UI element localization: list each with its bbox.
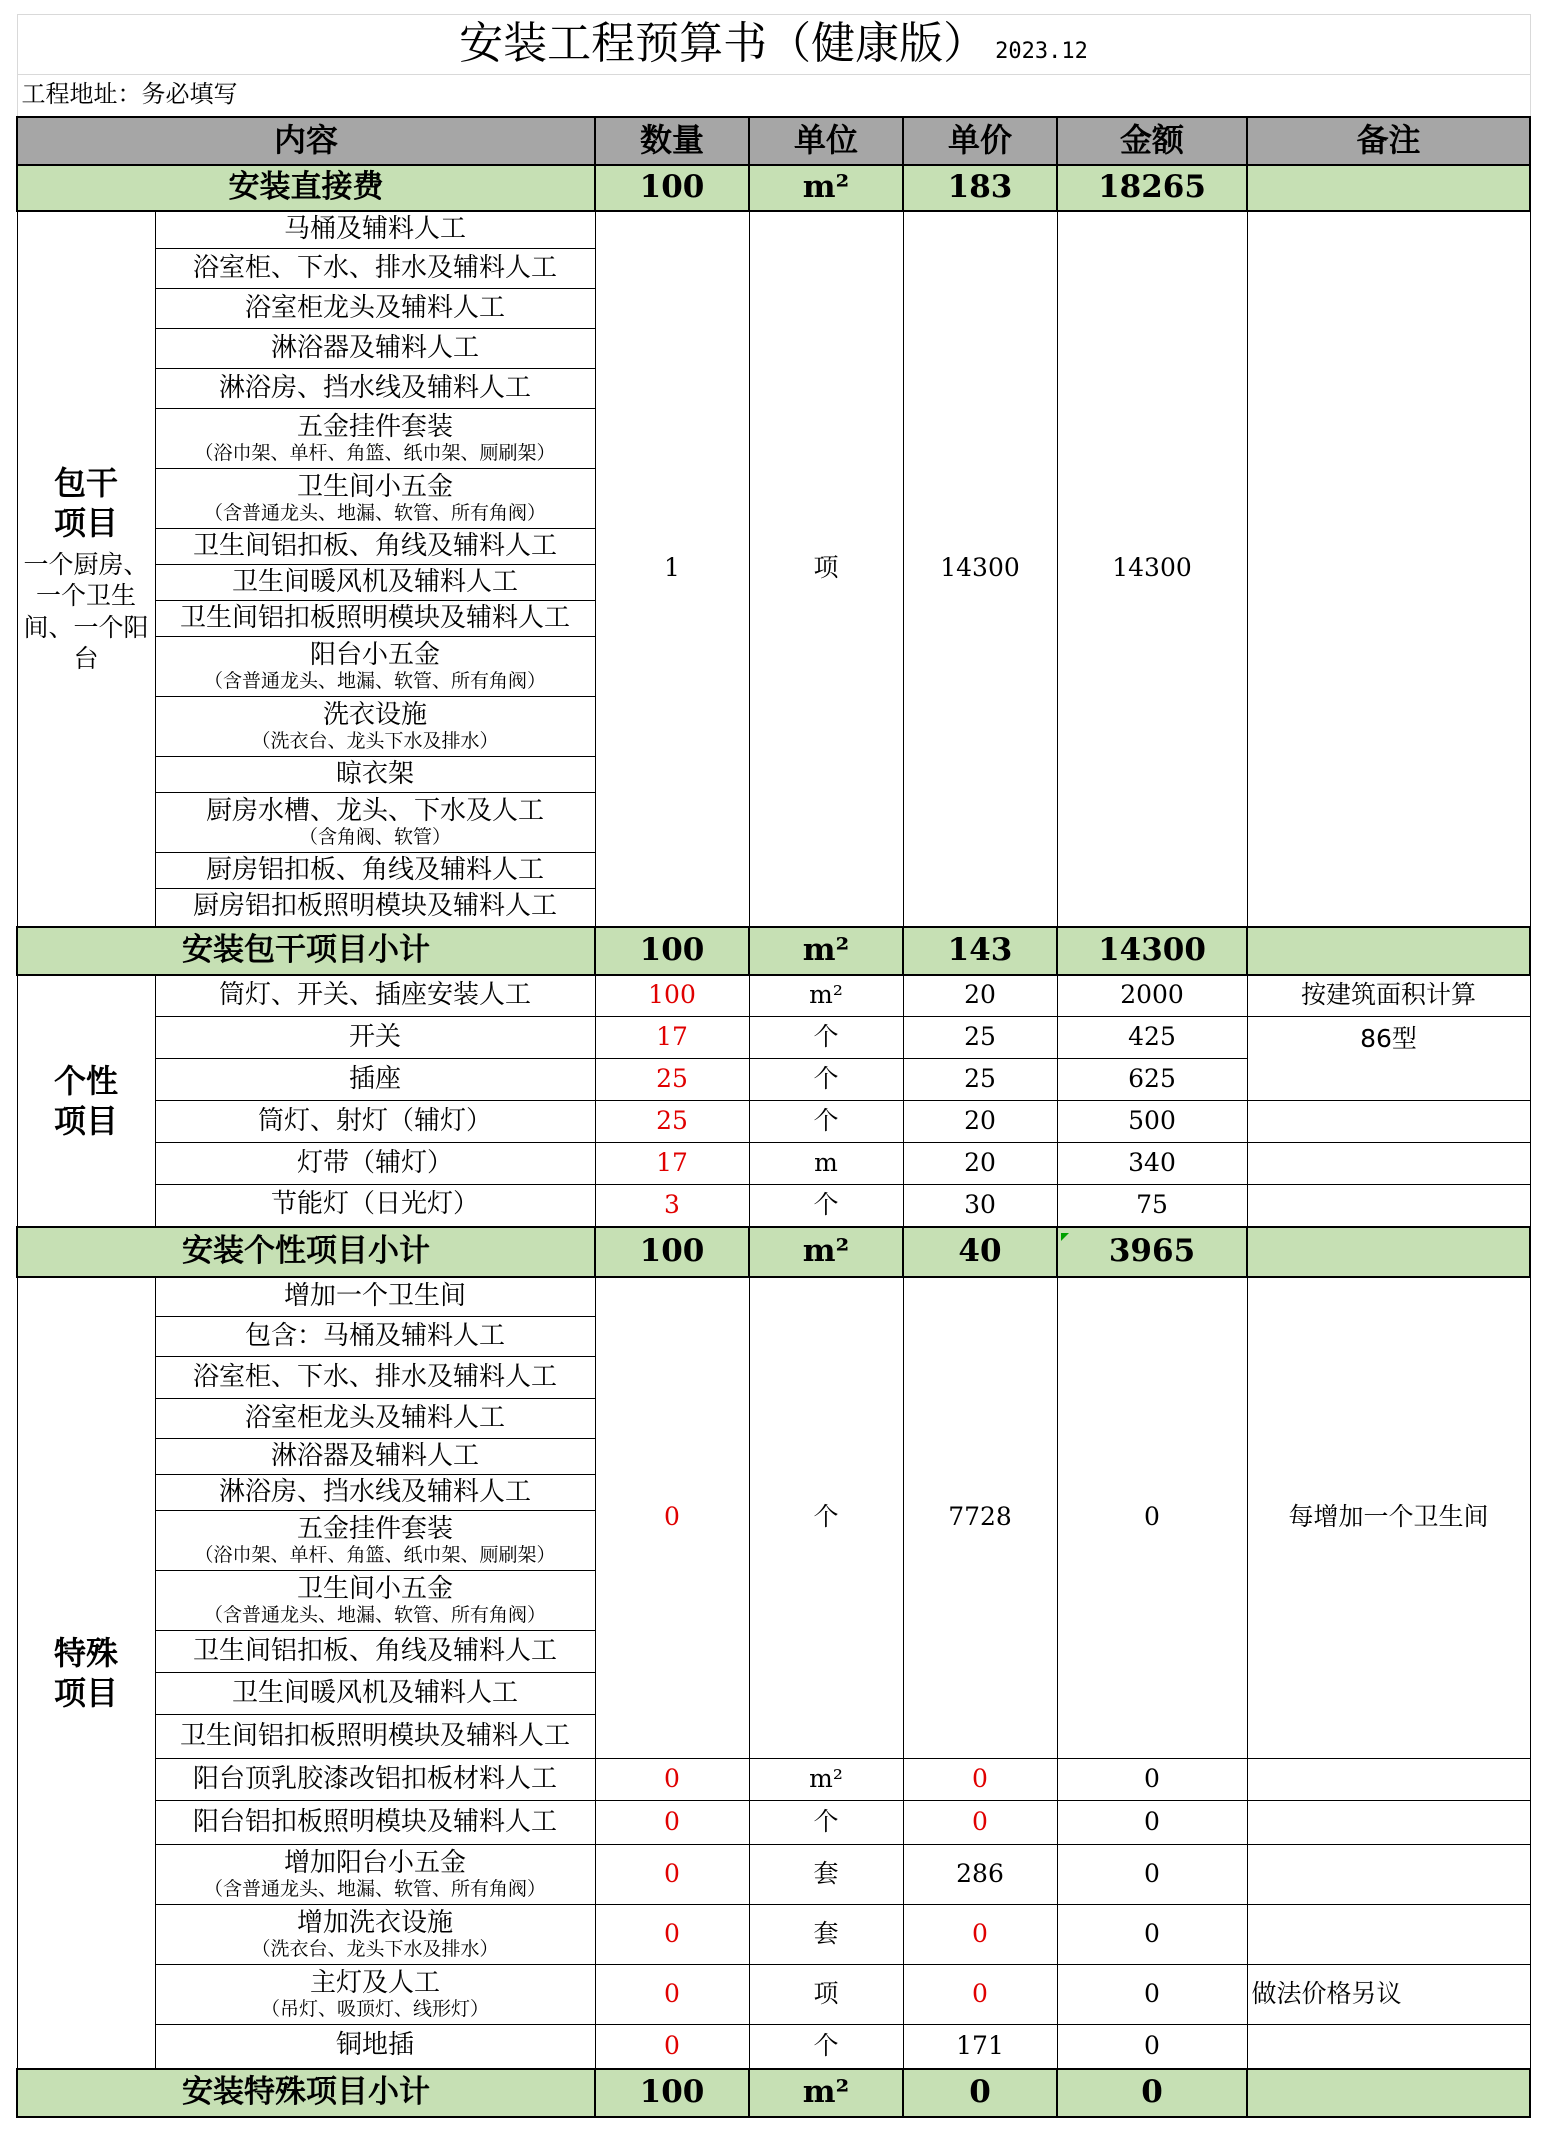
baogan-qty[interactable]: 1	[595, 211, 749, 927]
section-amount: 3965	[1057, 1227, 1247, 1277]
title-date: 2023.12	[995, 39, 1088, 65]
budget-table	[16, 14, 1531, 2118]
item-cell[interactable]	[155, 1905, 595, 1965]
item-cell[interactable]	[155, 601, 595, 637]
section-amount: 0	[1057, 2069, 1247, 2117]
item-name: 晾衣架	[335, 758, 414, 789]
section-unit: m²	[749, 165, 903, 211]
item-cell[interactable]	[155, 1357, 595, 1399]
item-cell[interactable]	[155, 1845, 595, 1905]
item-qty[interactable]: 0	[595, 2025, 749, 2069]
section-label: 安装直接费	[17, 165, 595, 211]
item-price[interactable]: 20	[903, 975, 1057, 1017]
teshu-item-row	[17, 1801, 1530, 1845]
item-cell[interactable]	[155, 565, 595, 601]
item-note[interactable]: 86型	[1247, 1017, 1530, 1101]
cell-comment-marker	[1061, 1233, 1069, 1241]
item-cell[interactable]: 开关	[155, 1017, 595, 1059]
group-description: 一个厨房、一个卫生间、一个阳台	[23, 550, 149, 673]
item-qty[interactable]: 17	[595, 1143, 749, 1185]
item-amount[interactable]: 0	[1057, 1905, 1247, 1965]
item-unit[interactable]: 项	[749, 1965, 903, 2025]
item-name: 增加阳台小五金	[283, 1848, 466, 1879]
item-note[interactable]	[1247, 1143, 1530, 1185]
item-note[interactable]	[1247, 1801, 1530, 1845]
item-cell[interactable]	[155, 1673, 595, 1715]
item-note[interactable]	[1247, 2025, 1530, 2069]
teshu-item-row	[17, 2025, 1530, 2069]
item-name: 卫生间暖风机及辅料人工	[231, 1677, 518, 1708]
item-unit[interactable]: 个	[749, 2025, 903, 2069]
item-price[interactable]: 0	[903, 1965, 1057, 2025]
header-price: 单价	[903, 117, 1057, 165]
item-price[interactable]: 0	[903, 1801, 1057, 1845]
item-name: 阳台顶乳胶漆改铝扣板材料人工	[192, 1763, 557, 1794]
item-name: 淋浴房、挡水线及辅料人工	[218, 372, 531, 403]
item-name: 阳台铝扣板照明模块及辅料人工	[192, 1806, 557, 1837]
item-unit[interactable]: 个	[749, 1017, 903, 1059]
item-name: 五金挂件套装	[296, 1514, 453, 1545]
item-cell[interactable]	[155, 529, 595, 565]
item-note[interactable]	[1247, 1759, 1530, 1801]
section-unit: m²	[749, 2069, 903, 2117]
item-note[interactable]: 做法价格另议	[1247, 1965, 1530, 2025]
item-price[interactable]: 25	[903, 1017, 1057, 1059]
item-cell[interactable]	[155, 249, 595, 289]
item-name: 浴室柜龙头及辅料人工	[244, 1402, 505, 1433]
baogan-group-label	[17, 211, 155, 927]
budget-sheet	[16, 14, 1529, 2144]
item-note[interactable]	[1247, 1845, 1530, 1905]
item-qty[interactable]: 0	[595, 1845, 749, 1905]
item-cell[interactable]	[155, 1511, 595, 1571]
teshu-group-label	[17, 1277, 155, 2069]
item-unit[interactable]: 个	[749, 1059, 903, 1101]
item-subnote: （洗衣台、龙头下水及排水）	[251, 1938, 499, 1960]
item-cell[interactable]	[155, 1965, 595, 2025]
section-qty: 100	[595, 1227, 749, 1277]
item-qty[interactable]: 0	[595, 1801, 749, 1845]
teshu-item-row	[17, 1905, 1530, 1965]
bath-note[interactable]: 每增加一个卫生间	[1247, 1277, 1530, 1759]
header-note: 备注	[1247, 117, 1530, 165]
item-name: 卫生间暖风机及辅料人工	[231, 566, 518, 597]
baogan-item-row	[17, 211, 1530, 249]
section-amount: 18265	[1057, 165, 1247, 211]
item-cell[interactable]	[155, 289, 595, 329]
item-subnote: （含普通龙头、地漏、软管、所有角阀）	[203, 670, 546, 692]
item-name: 浴室柜、下水、排水及辅料人工	[192, 1361, 557, 1392]
item-name: 增加一个卫生间	[283, 1280, 466, 1311]
header-row	[17, 117, 1530, 165]
item-name: 阳台小五金	[309, 640, 440, 671]
section-baogan_subtotal-row	[17, 927, 1530, 975]
item-price[interactable]: 30	[903, 1185, 1057, 1227]
group-title-line: 项目	[53, 504, 118, 542]
item-unit[interactable]: m	[749, 1143, 903, 1185]
item-name: 厨房水槽、龙头、下水及人工	[205, 796, 544, 827]
item-price[interactable]: 0	[903, 1759, 1057, 1801]
item-cell[interactable]	[155, 369, 595, 409]
section-qty: 100	[595, 165, 749, 211]
bath-amount[interactable]: 0	[1057, 1277, 1247, 1759]
section-note	[1247, 927, 1530, 975]
baogan-price[interactable]: 14300	[903, 211, 1057, 927]
item-qty[interactable]: 0	[595, 1905, 749, 1965]
section-label: 安装特殊项目小计	[17, 2069, 595, 2117]
item-cell[interactable]	[155, 1715, 595, 1759]
item-name: 马桶及辅料人工	[283, 213, 466, 244]
item-cell[interactable]	[155, 329, 595, 369]
page-title	[17, 15, 1530, 75]
item-cell[interactable]: 筒灯、射灯（辅灯）	[155, 1101, 595, 1143]
baogan-amount[interactable]: 14300	[1057, 211, 1247, 927]
item-unit[interactable]: 套	[749, 1845, 903, 1905]
item-name: 卫生间铝扣板照明模块及辅料人工	[179, 602, 570, 633]
item-cell[interactable]: 插座	[155, 1059, 595, 1101]
group-title-line: 包干	[53, 464, 118, 502]
section-price: 40	[903, 1227, 1057, 1277]
item-name: 淋浴房、挡水线及辅料人工	[218, 1476, 531, 1507]
item-amount[interactable]: 340	[1057, 1143, 1247, 1185]
item-name: 卫生间小五金	[296, 472, 453, 503]
item-note[interactable]: 按建筑面积计算	[1247, 975, 1530, 1017]
item-price[interactable]: 20	[903, 1101, 1057, 1143]
section-label: 安装包干项目小计	[17, 927, 595, 975]
item-name: 卫生间小五金	[296, 1574, 453, 1605]
gexing-item-row	[17, 1101, 1530, 1143]
item-qty[interactable]: 0	[595, 1965, 749, 2025]
item-amount[interactable]: 2000	[1057, 975, 1247, 1017]
item-cell[interactable]	[155, 853, 595, 889]
teshu-item-row	[17, 1965, 1530, 2025]
header-unit: 单位	[749, 117, 903, 165]
address-field[interactable]: 工程地址：务必填写	[17, 75, 1530, 117]
item-cell[interactable]	[155, 889, 595, 927]
section-gexing_subtotal-row	[17, 1227, 1530, 1277]
item-unit[interactable]: 个	[749, 1101, 903, 1143]
item-cell[interactable]	[155, 1317, 595, 1357]
item-name: 增加洗衣设施	[296, 1908, 453, 1939]
item-amount[interactable]: 500	[1057, 1101, 1247, 1143]
section-amount: 14300	[1057, 927, 1247, 975]
item-name: 卫生间铝扣板照明模块及辅料人工	[179, 1720, 570, 1751]
bath-unit[interactable]: 个	[749, 1277, 903, 1759]
item-amount[interactable]: 425	[1057, 1017, 1247, 1059]
item-amount[interactable]: 625	[1057, 1059, 1247, 1101]
gexing-group-label	[17, 975, 155, 1227]
item-qty[interactable]: 0	[595, 1759, 749, 1801]
group-title-line: 项目	[53, 1101, 118, 1140]
item-note[interactable]	[1247, 1101, 1530, 1143]
item-cell[interactable]	[155, 211, 595, 249]
section-qty: 100	[595, 927, 749, 975]
group-title-line: 个性	[53, 1061, 118, 1100]
teshu-item-row	[17, 1845, 1530, 1905]
teshu-bath-row	[17, 1277, 1530, 1317]
section-note	[1247, 1227, 1530, 1277]
item-amount[interactable]: 0	[1057, 1965, 1247, 2025]
item-cell[interactable]	[155, 409, 595, 469]
item-qty[interactable]: 25	[595, 1059, 749, 1101]
item-name: 卫生间铝扣板、角线及辅料人工	[192, 1635, 557, 1666]
item-unit[interactable]: m²	[749, 975, 903, 1017]
section-direct-row	[17, 165, 1530, 211]
item-cell[interactable]: 节能灯（日光灯）	[155, 1185, 595, 1227]
section-unit: m²	[749, 927, 903, 975]
item-amount[interactable]: 0	[1057, 2025, 1247, 2069]
item-subnote: （含普通龙头、地漏、软管、所有角阀）	[203, 1878, 546, 1900]
item-subnote: （含普通龙头、地漏、软管、所有角阀）	[203, 1604, 546, 1626]
item-qty[interactable]: 25	[595, 1101, 749, 1143]
item-price[interactable]: 0	[903, 1905, 1057, 1965]
item-cell[interactable]	[155, 637, 595, 697]
item-name: 淋浴器及辅料人工	[270, 332, 479, 363]
item-subnote: （吊灯、吸顶灯、线形灯）	[260, 1998, 489, 2020]
item-subnote: （浴巾架、单杆、角篮、纸巾架、厕刷架）	[194, 1544, 556, 1566]
item-name: 五金挂件套装	[296, 412, 453, 443]
item-note[interactable]	[1247, 1185, 1530, 1227]
section-note	[1247, 165, 1530, 211]
group-title-line: 项目	[53, 1673, 118, 1712]
item-cell[interactable]	[155, 2025, 595, 2069]
bath-price[interactable]: 7728	[903, 1277, 1057, 1759]
item-price[interactable]: 171	[903, 2025, 1057, 2069]
section-unit: m²	[749, 1227, 903, 1277]
item-cell[interactable]	[155, 1759, 595, 1801]
item-subnote: （洗衣台、龙头下水及排水）	[251, 730, 499, 752]
item-cell[interactable]	[155, 793, 595, 853]
section-price: 183	[903, 165, 1057, 211]
baogan-unit[interactable]: 项	[749, 211, 903, 927]
item-qty[interactable]: 17	[595, 1017, 749, 1059]
item-price[interactable]: 20	[903, 1143, 1057, 1185]
section-qty: 100	[595, 2069, 749, 2117]
header-content: 内容	[17, 117, 595, 165]
item-unit[interactable]: 个	[749, 1801, 903, 1845]
header-amount: 金额	[1057, 117, 1247, 165]
item-subnote: （含角阀、软管）	[298, 826, 451, 848]
item-unit[interactable]: 套	[749, 1905, 903, 1965]
group-title-line: 特殊	[53, 1633, 118, 1672]
item-cell[interactable]: 筒灯、开关、插座安装人工	[155, 975, 595, 1017]
item-price[interactable]: 286	[903, 1845, 1057, 1905]
gexing-item-row	[17, 1185, 1530, 1227]
item-note[interactable]	[1247, 1905, 1530, 1965]
item-cell[interactable]	[155, 1801, 595, 1845]
item-cell[interactable]	[155, 1277, 595, 1317]
item-amount[interactable]: 0	[1057, 1845, 1247, 1905]
item-cell[interactable]	[155, 697, 595, 757]
item-name: 厨房铝扣板照明模块及辅料人工	[192, 891, 557, 922]
item-amount[interactable]: 0	[1057, 1801, 1247, 1845]
title-text: 安装工程预算书（健康版）	[459, 18, 988, 70]
section-teshu_subtotal-row	[17, 2069, 1530, 2117]
item-name: 洗衣设施	[322, 700, 427, 731]
section-price: 0	[903, 2069, 1057, 2117]
section-price: 143	[903, 927, 1057, 975]
section-label: 安装个性项目小计	[17, 1227, 595, 1277]
item-cell[interactable]	[155, 1475, 595, 1511]
item-cell[interactable]: 灯带（辅灯）	[155, 1143, 595, 1185]
item-amount[interactable]: 75	[1057, 1185, 1247, 1227]
gexing-item-row	[17, 975, 1530, 1017]
item-cell[interactable]	[155, 1399, 595, 1439]
gexing-item-row	[17, 1017, 1530, 1059]
item-cell[interactable]	[155, 1631, 595, 1673]
item-name: 包含：马桶及辅料人工	[244, 1320, 505, 1351]
item-name: 淋浴器及辅料人工	[270, 1440, 479, 1471]
item-amount[interactable]: 0	[1057, 1759, 1247, 1801]
item-name: 厨房铝扣板、角线及辅料人工	[205, 854, 544, 885]
item-qty[interactable]: 3	[595, 1185, 749, 1227]
teshu-item-row	[17, 1759, 1530, 1801]
item-unit[interactable]: 个	[749, 1185, 903, 1227]
baogan-note[interactable]	[1247, 211, 1530, 927]
item-qty[interactable]: 100	[595, 975, 749, 1017]
item-unit[interactable]: m²	[749, 1759, 903, 1801]
item-name: 浴室柜、下水、排水及辅料人工	[192, 252, 557, 283]
item-cell[interactable]	[155, 757, 595, 793]
item-cell[interactable]	[155, 1439, 595, 1475]
bath-qty[interactable]: 0	[595, 1277, 749, 1759]
item-name: 卫生间铝扣板、角线及辅料人工	[192, 530, 557, 561]
item-cell[interactable]	[155, 469, 595, 529]
item-cell[interactable]	[155, 1571, 595, 1631]
header-qty: 数量	[595, 117, 749, 165]
item-name: 铜地插	[335, 2030, 414, 2061]
item-name: 主灯及人工	[309, 1968, 440, 1999]
item-price[interactable]: 25	[903, 1059, 1057, 1101]
item-subnote: （含普通龙头、地漏、软管、所有角阀）	[203, 502, 546, 524]
gexing-item-row	[17, 1143, 1530, 1185]
item-subnote: （浴巾架、单杆、角篮、纸巾架、厕刷架）	[194, 442, 556, 464]
item-name: 浴室柜龙头及辅料人工	[244, 292, 505, 323]
section-note	[1247, 2069, 1530, 2117]
